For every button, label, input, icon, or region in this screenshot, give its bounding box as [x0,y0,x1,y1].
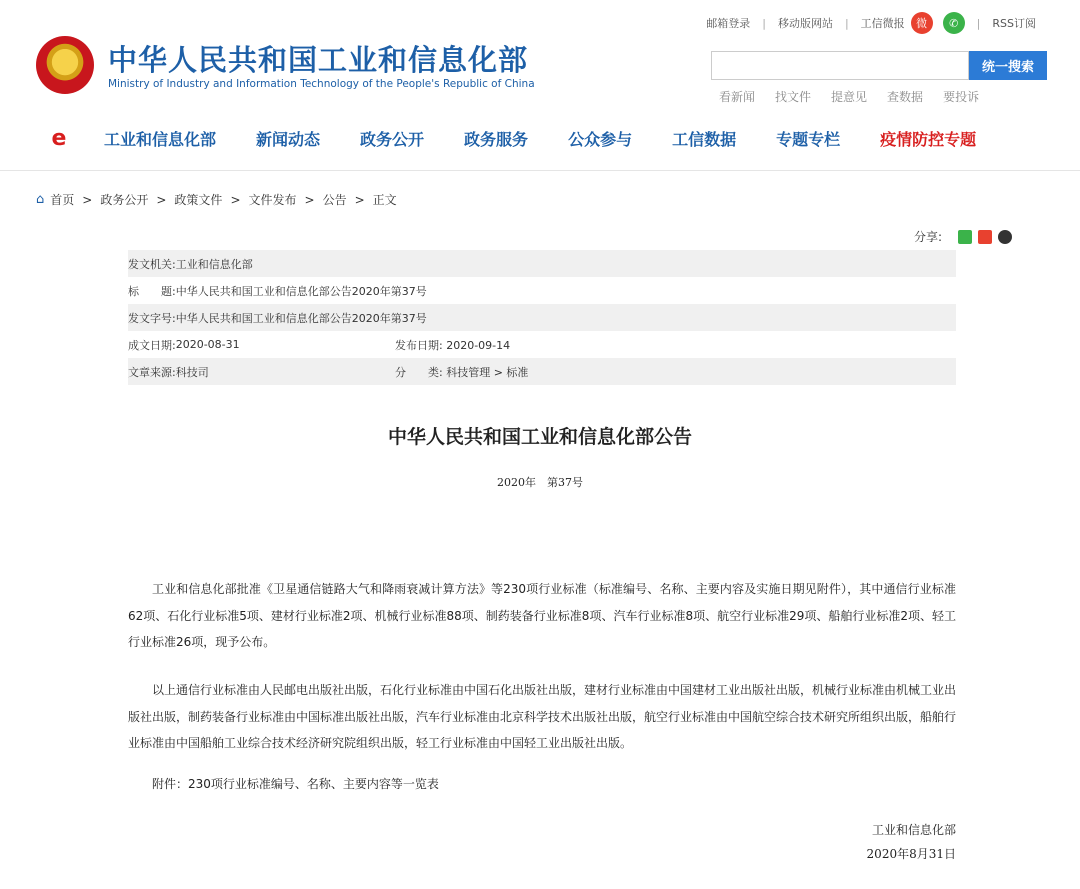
meta-label: 成文日期: [128,338,176,352]
top-links [706,12,1036,34]
meta-row-docno [128,304,956,331]
meta-row-issuer [128,250,956,277]
divider: | [762,16,766,30]
mobile-site-link[interactable]: 移动版网站 [777,17,833,30]
breadcrumb-home[interactable]: 首页 [50,193,75,207]
article-paragraph: 以上通信行业标准由人民邮电出版社出版，石化行业标准由中国石化出版社出版，建材行业标准由中国建材工业出版社出版，机械行业标准由机械工业出版社出版，制药装备行业标准由中国标准出版社出版，汽车行业标准由北京科学技术出版社出版，航空行业标准由中国航空综合技术研究所组织出版，船舶行业标准由中国船舶工业综合技术经济研究院组织出版，轻工行业标准由中国轻工业出版社出版。 [128,683,957,750]
meta-category-group [395,364,528,380]
meta-row-dates [128,331,956,358]
weibao-link[interactable]: 工信微报 [860,17,905,30]
home-icon: ⌂ [36,192,45,207]
breadcrumb-separator: > [230,192,241,207]
quick-links [719,88,999,105]
nav-item-participation[interactable]: 公众参与 [568,129,633,149]
nav-divider [0,170,1080,171]
nav-item-data[interactable]: 工信数据 [672,129,737,149]
quick-link-data[interactable]: 查数据 [887,90,924,104]
article-paragraph: 工业和信息化部批准《卫星通信链路大气和降雨衰减计算方法》等230项行业标准（标准编号、名称、主要内容及实施日期见附件），其中通信行业标准62项、石化行业标准5项、建材行业标准2项、机械行业标准88项、制药装备行业标准8项、汽车行业标准8项、航空行业标准29项、船舶行业标准2项、轻工行业标准26项，现予公布。 [128,582,956,649]
meta-docno: 中华人民共和国工业和信息化部公告2020年第37号 [175,311,427,325]
nav-item-epidemic[interactable]: 疫情防控专题 [880,129,977,149]
divider: | [844,16,849,30]
meta-source: 科技司 [175,365,209,379]
share-bar [914,228,1012,245]
quick-link-complaint[interactable]: 要投诉 [943,90,980,104]
meta-published: 2020-09-14 [446,338,511,352]
quick-link-news[interactable]: 看新闻 [719,90,756,104]
weibo-icon[interactable]: 微 [911,12,933,34]
meta-label: 发文机关: [128,257,176,271]
meta-label: 发文字号: [128,311,176,325]
article-number: 2020年 第37号 [497,476,583,489]
meta-row-source [128,358,956,385]
meta-published-group [395,337,510,353]
breadcrumb-policy[interactable]: 政策文件 [174,193,223,207]
breadcrumb-separator: > [354,192,365,207]
meta-label: 文章来源: [128,365,176,379]
search-input[interactable] [711,51,969,80]
rss-link[interactable]: RSS订阅 [992,17,1036,30]
quick-link-feedback[interactable]: 提意见 [831,90,868,104]
breadcrumb-current: 正文 [372,193,397,207]
share-label: 分享: [913,230,942,244]
article-title: 中华人民共和国工业和信息化部公告 [387,426,692,448]
nav-item-news[interactable]: 新闻动态 [256,129,321,149]
breadcrumb-public[interactable]: 政务公开 [100,193,149,207]
wechat-share-icon[interactable] [958,230,972,244]
document-meta [128,250,956,385]
site-title[interactable]: 中华人民共和国工业和信息化部 [108,43,529,77]
qq-share-icon[interactable] [998,230,1012,244]
meta-category[interactable]: 科技管理 > 标准 [446,365,529,379]
meta-created: 2020-08-31 [175,338,240,351]
site-subtitle: Ministry of Industry and Information Technology of the People's Republic of China [108,78,535,90]
nav-item-public[interactable]: 政务公开 [360,129,425,149]
mail-login-link[interactable]: 邮箱登录 [706,17,751,30]
breadcrumb-separator: > [82,192,93,207]
national-emblem-icon [36,36,94,94]
nav-item-topics[interactable]: 专题专栏 [776,129,841,149]
breadcrumb-notice[interactable]: 公告 [322,193,347,207]
breadcrumb-separator: > [156,192,167,207]
breadcrumb [36,191,397,208]
nav-item-services[interactable]: 政务服务 [464,129,529,149]
search-button[interactable]: 统一搜索 [969,51,1047,80]
attachment-link[interactable]: 附件：230项行业标准编号、名称、主要内容等一览表 [152,777,439,791]
meta-label: 分 类: [395,365,443,379]
meta-label: 标 题: [128,284,176,298]
wechat-icon[interactable]: ✆ [943,12,965,34]
signature-date: 2020年8月31日 [866,847,956,861]
meta-label: 发布日期: [395,338,443,352]
meta-title: 中华人民共和国工业和信息化部公告2020年第37号 [175,284,427,298]
meta-issuer: 工业和信息化部 [175,257,253,271]
nav-item-ministry[interactable]: 工业和信息化部 [104,129,217,149]
quick-link-files[interactable]: 找文件 [775,90,812,104]
meta-row-title [128,277,956,304]
divider: | [976,16,981,30]
signature: 工业和信息化部 [871,823,956,837]
ie-logo-icon[interactable]: e [51,125,67,151]
breadcrumb-separator: > [304,192,315,207]
breadcrumb-release[interactable]: 文件发布 [248,193,297,207]
main-nav [46,124,1080,152]
weibo-share-icon[interactable] [978,230,992,244]
